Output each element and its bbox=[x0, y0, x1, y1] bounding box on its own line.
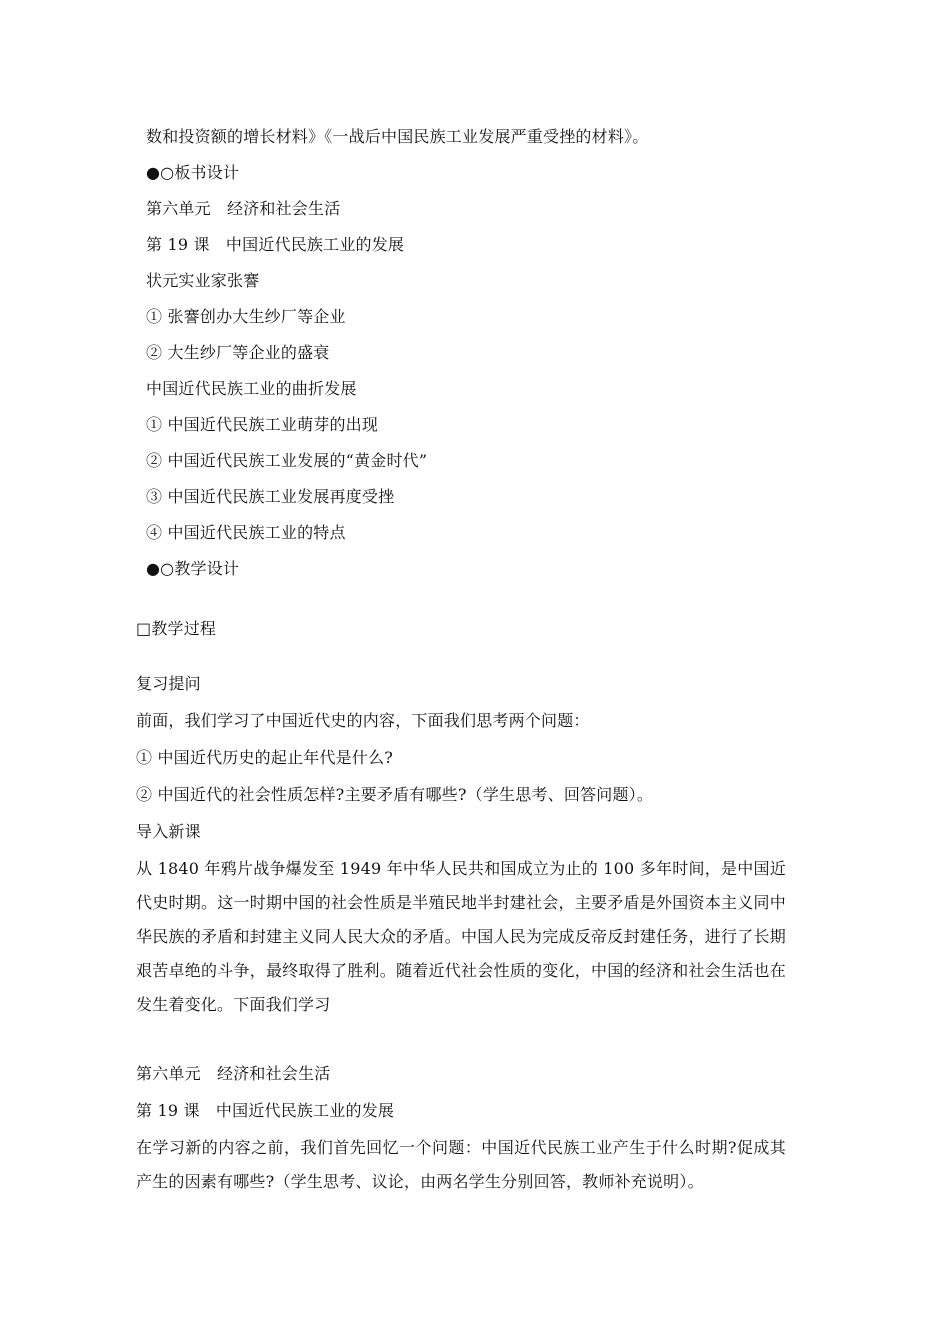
unit-title-repeat: 第六单元 经济和社会生活 bbox=[136, 1064, 331, 1083]
intro-heading: 导入新课 bbox=[136, 822, 201, 841]
review-question-2: ② 中国近代的社会性质怎样?主要矛盾有哪些?（学生思考、回答问题）。 bbox=[136, 785, 654, 804]
question-paragraph: 在学习新的内容之前，我们首先回忆一个问题：中国近代民族工业产生于什么时期?促成其产生的因素有哪些?（学生思考、议论，由两名学生分别回答，教师补充说明）。 bbox=[136, 1138, 786, 1191]
board-design-heading: ●○板书设计 bbox=[146, 163, 240, 182]
lesson-title: 第 19 课 中国近代民族工业的发展 bbox=[146, 235, 405, 254]
outline-item: ③ 中国近代民族工业发展再度受挫 bbox=[146, 487, 395, 506]
review-intro: 前面，我们学习了中国近代史的内容，下面我们思考两个问题： bbox=[136, 711, 590, 730]
outline-item: ② 中国近代民族工业发展的“黄金时代” bbox=[146, 451, 428, 470]
teaching-process-heading: □教学过程 bbox=[136, 619, 217, 638]
review-heading: 复习提问 bbox=[136, 674, 201, 693]
intro-paragraph: 从 1840 年鸦片战争爆发至 1949 年中华人民共和国成立为止的 100 多年时间，是中国近代史时期。这一时期中国的社会性质是半殖民地半封建社会，主要矛盾是外国资本主义同中华民族的矛盾和封建主义同人民大众的矛盾。中国人民为完成反帝反封建任务，进行了长期艰苦卓绝的斗争，最终取得了胜利。随着近代社会性质的变化，中国的经济和社会生活也在发生着变化。下面我们学习 bbox=[136, 859, 786, 1014]
outline-item: ① 张謇创办大生纱厂等企业 bbox=[146, 307, 346, 326]
outline-item: ① 中国近代民族工业萌芽的出现 bbox=[146, 415, 379, 434]
review-question-1: ① 中国近代历史的起止年代是什么? bbox=[136, 748, 394, 767]
teaching-design-heading: ●○教学设计 bbox=[146, 559, 240, 578]
unit-title: 第六单元 经济和社会生活 bbox=[146, 199, 341, 218]
section-title-development: 中国近代民族工业的曲折发展 bbox=[146, 379, 357, 398]
section-title-zhang-jian: 状元实业家张謇 bbox=[146, 271, 260, 290]
outline-item: ④ 中国近代民族工业的特点 bbox=[146, 523, 346, 542]
lesson-title-repeat: 第 19 课 中国近代民族工业的发展 bbox=[136, 1101, 395, 1120]
materials-line: 数和投资额的增长材料》《一战后中国民族工业发展严重受挫的材料》。 bbox=[146, 127, 649, 146]
outline-item: ② 大生纱厂等企业的盛衰 bbox=[146, 343, 330, 362]
